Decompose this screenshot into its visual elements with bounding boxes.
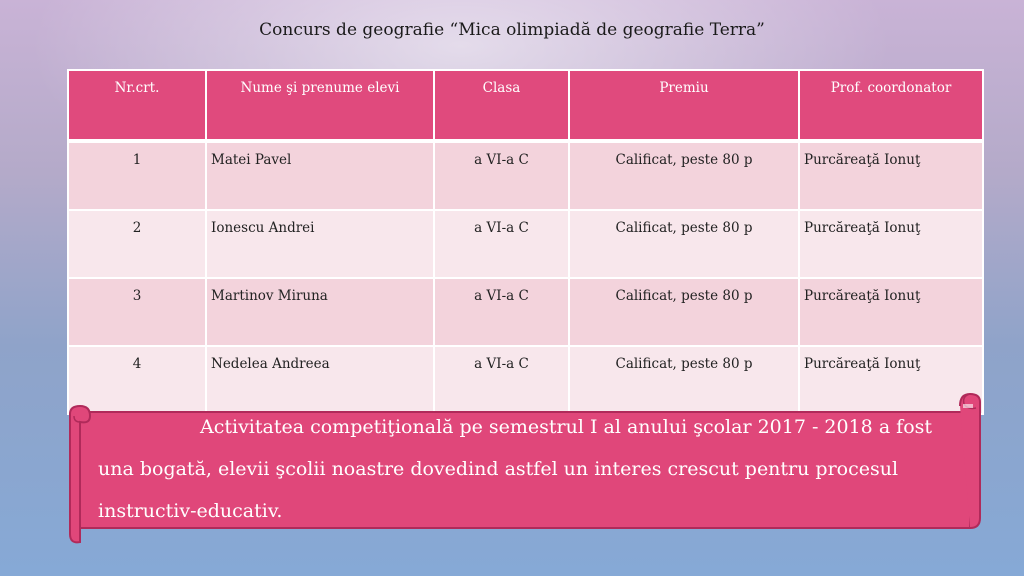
header-nr-crt: Nr.crt. (68, 70, 206, 141)
cell-prof: Purcăreaţă Ionuţ (799, 141, 983, 210)
cell-prof: Purcăreaţă Ionuţ (799, 278, 983, 346)
scroll-line-2: una bogată, elevii şcolii noastre dovedind astfel un interes crescut pentru procesul (98, 458, 899, 480)
scroll-paragraph (98, 406, 948, 532)
table-header-row (68, 70, 983, 141)
cell-nr: 2 (68, 210, 206, 278)
header-prof-coordonator: Prof. coordonator (799, 70, 983, 141)
cell-clasa: a VI-a C (434, 278, 569, 346)
cell-clasa: a VI-a C (434, 141, 569, 210)
cell-nume: Nedelea Andreea (206, 346, 434, 414)
table-row (68, 210, 983, 278)
cell-nr: 1 (68, 141, 206, 210)
header-premiu: Premiu (569, 70, 799, 141)
cell-prof: Purcăreaţă Ionuţ (799, 346, 983, 414)
cell-nume: Matei Pavel (206, 141, 434, 210)
cell-nr: 3 (68, 278, 206, 346)
header-clasa: Clasa (434, 70, 569, 141)
page-title: Concurs de geografie “Mica olimpiadă de geografie Terra” (259, 20, 765, 40)
cell-premiu: Calificat, peste 80 p (569, 346, 799, 414)
scroll-line-1: Activitatea competiţională pe semestrul I al anului şcolar 2017 - 2018 a fost (200, 416, 933, 438)
cell-premiu: Calificat, peste 80 p (569, 141, 799, 210)
cell-premiu: Calificat, peste 80 p (569, 210, 799, 278)
cell-clasa: a VI-a C (434, 210, 569, 278)
table-row (68, 141, 983, 210)
cell-nume: Ionescu Andrei (206, 210, 434, 278)
header-nume-prenume: Nume şi prenume elevi (206, 70, 434, 141)
scroll-line-3: instructiv-educativ. (98, 500, 283, 522)
cell-prof: Purcăreaţă Ionuţ (799, 210, 983, 278)
table-row (68, 278, 983, 346)
results-table (67, 69, 984, 415)
cell-nume: Martinov Miruna (206, 278, 434, 346)
cell-clasa: a VI-a C (434, 346, 569, 414)
cell-nr: 4 (68, 346, 206, 414)
cell-premiu: Calificat, peste 80 p (569, 278, 799, 346)
